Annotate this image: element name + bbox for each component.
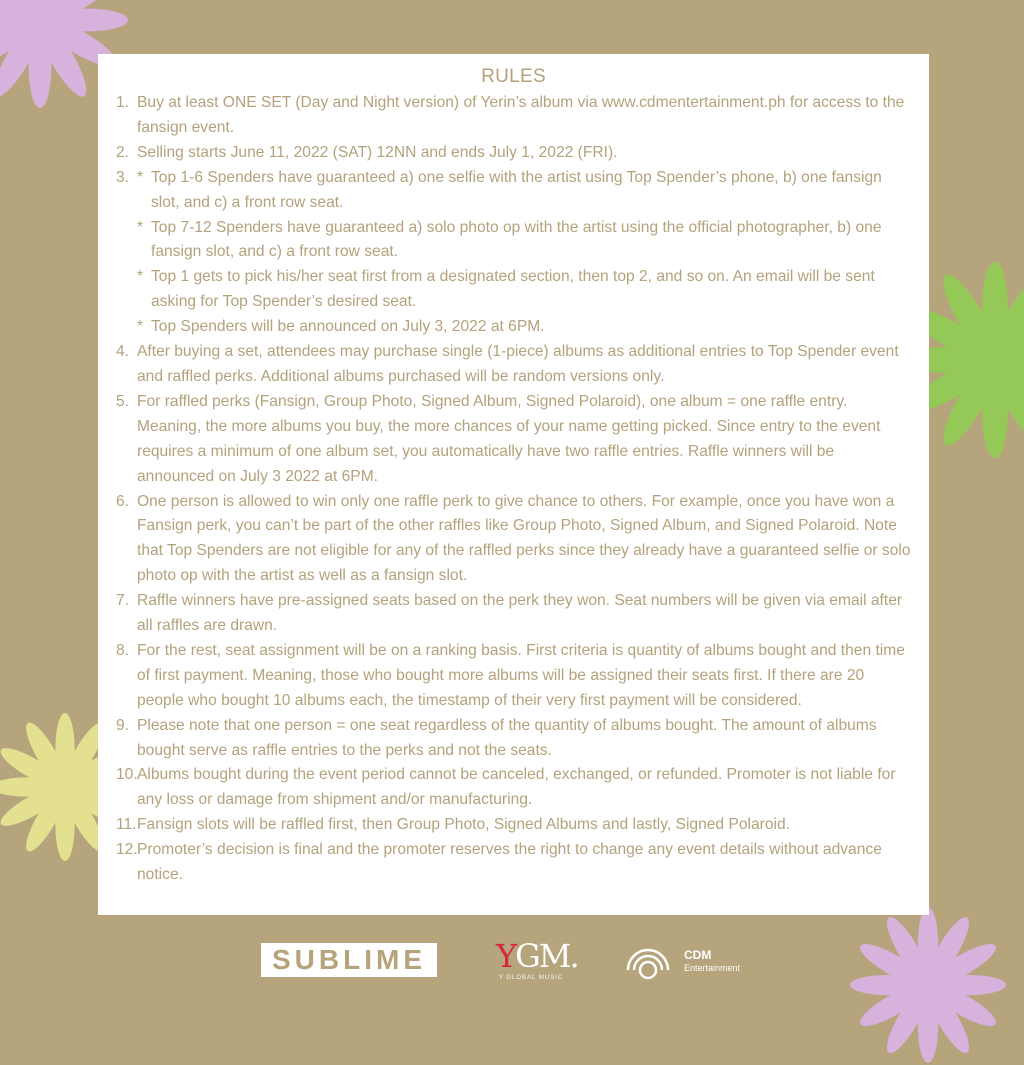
rule-item — [116, 639, 911, 714]
rules-list — [116, 91, 911, 888]
rule-text: Albums bought during the event period cannot be canceled, exchanged, or refunded. Promoter is not liable for any loss or damage from shipment and/or manufacturing. — [137, 766, 896, 809]
rule-text: For the rest, seat assignment will be on a ranking basis. First criteria is quantity of albums bought and then time of first payment. Meaning, those who bought more albums will be assigned their seats first. If there are 20 people who bought 10 albums each, the timestamp of their very first payment will be considered. — [137, 641, 905, 709]
rule-sub-text: Top 1-6 Spenders have guaranteed a) one selfie with the artist using Top Spender’s phone, b) one fansign slot, and c) a front row seat. — [151, 168, 882, 211]
rule-number: 1. — [116, 94, 130, 111]
rule-number: 7. — [116, 592, 130, 610]
rule-text: Buy at least ONE SET (Day and Night version) of Yerin’s album via www.cdmentertainment.ph for access to the fansign event. — [137, 94, 905, 136]
rule-text: Raffle winners have pre-assigned seats based on the perk they won. Seat numbers will be given via email after all raffles are drawn. — [137, 592, 903, 635]
rule-item — [116, 714, 911, 764]
rule-item — [116, 166, 911, 340]
rule-text: Selling starts June 11, 2022 (SAT) 12NN and ends July 1, 2022 (FRI). — [137, 143, 618, 161]
rule-number: 8. — [116, 641, 130, 659]
rule-text: Promoter’s decision is final and the promoter reserves the right to change any event details without advance notice. — [137, 841, 882, 884]
rule-number: 2. — [116, 143, 130, 161]
rule-sub-item — [137, 216, 911, 266]
rule-number: 3. — [116, 168, 130, 186]
asterisk-icon: * — [137, 218, 144, 236]
rule-number: 11. — [116, 816, 137, 834]
asterisk-icon: * — [137, 168, 144, 186]
rule-item — [116, 490, 911, 590]
rule-item — [116, 91, 911, 141]
rule-sub-item — [137, 166, 911, 216]
rules-card — [98, 54, 929, 915]
rule-item — [116, 763, 911, 813]
ygm-logo-subtitle: Y GLOBAL MUSIC — [498, 975, 564, 981]
asterisk-icon: * — [137, 318, 144, 336]
rule-sub-text: Top Spenders will be announced on July 3, 2022 at 6PM. — [151, 318, 545, 336]
rule-text: Please note that one person = one seat regardless of the quantity of albums bought. The amount of albums bought serve as raffle entries to the perks and not the seats. — [137, 716, 877, 759]
rule-text: One person is allowed to win only one raffle perk to give chance to others. For example, once you have won a Fansign perk, you can’t be part of the other raffles like Group Photo, Signed Album, and Signed Polaroid. Note that Top Spenders are not eligible for any of the raffled perks since they already have a guaranteed selfie or solo photo op with the artist as well as a fansign slot. — [137, 492, 911, 585]
ygm-logo-gm: GM. — [515, 937, 578, 975]
cdm-logo-subtitle: Entertainment — [684, 963, 741, 973]
asterisk-icon: * — [137, 268, 144, 286]
rule-item — [116, 390, 911, 490]
ygm-logo — [496, 937, 578, 988]
cdm-logo-icon — [622, 940, 674, 984]
footer-logos — [0, 930, 1024, 1010]
rule-item — [116, 340, 911, 390]
ygm-logo-y: Y — [496, 937, 516, 975]
rule-number: 12. — [116, 841, 138, 859]
rule-number: 4. — [116, 343, 130, 361]
rule-sub-text: Top 1 gets to pick his/her seat first from a designated section, then top 2, and so on. An email will be sent asking for Top Spender’s desired seat. — [151, 268, 875, 311]
rule-text: For raffled perks (Fansign, Group Photo, Signed Album, Signed Polaroid), one album = one raffle entry. Meaning, the more albums you buy, the more chances of your name getting picked. Since entry to the event requires a minimum of one album set, you automatically have two raffle entries. Raffle winners will be announced on July 3 2022 at 6PM. — [137, 392, 881, 485]
rule-number: 5. — [116, 392, 130, 410]
rule-text: After buying a set, attendees may purchase single (1-piece) albums as additional entries to Top Spender event and raffled perks. Additional albums purchased will be random versions only. — [137, 343, 899, 385]
rules-title: RULES — [481, 66, 546, 87]
rule-number: 9. — [116, 716, 130, 734]
rule-text: Fansign slots will be raffled first, then Group Photo, Signed Albums and lastly, Signed Polaroid. — [137, 816, 790, 834]
rule-sub-item — [137, 315, 911, 340]
sublime-logo: SUBLIME — [261, 943, 437, 977]
cdm-logo — [622, 940, 762, 984]
rule-item — [116, 141, 911, 166]
cdm-logo-name: CDM — [684, 948, 712, 962]
rule-sub-text: Top 7-12 Spenders have guaranteed a) solo photo op with the artist using the official photographer, b) one fansign slot, and c) a front row seat. — [151, 218, 882, 261]
rule-item — [116, 838, 911, 888]
rule-item — [116, 589, 911, 639]
rule-sub-item — [137, 265, 911, 315]
rule-number: 10. — [116, 766, 138, 784]
rule-item — [116, 813, 911, 838]
rule-number: 6. — [116, 492, 130, 510]
